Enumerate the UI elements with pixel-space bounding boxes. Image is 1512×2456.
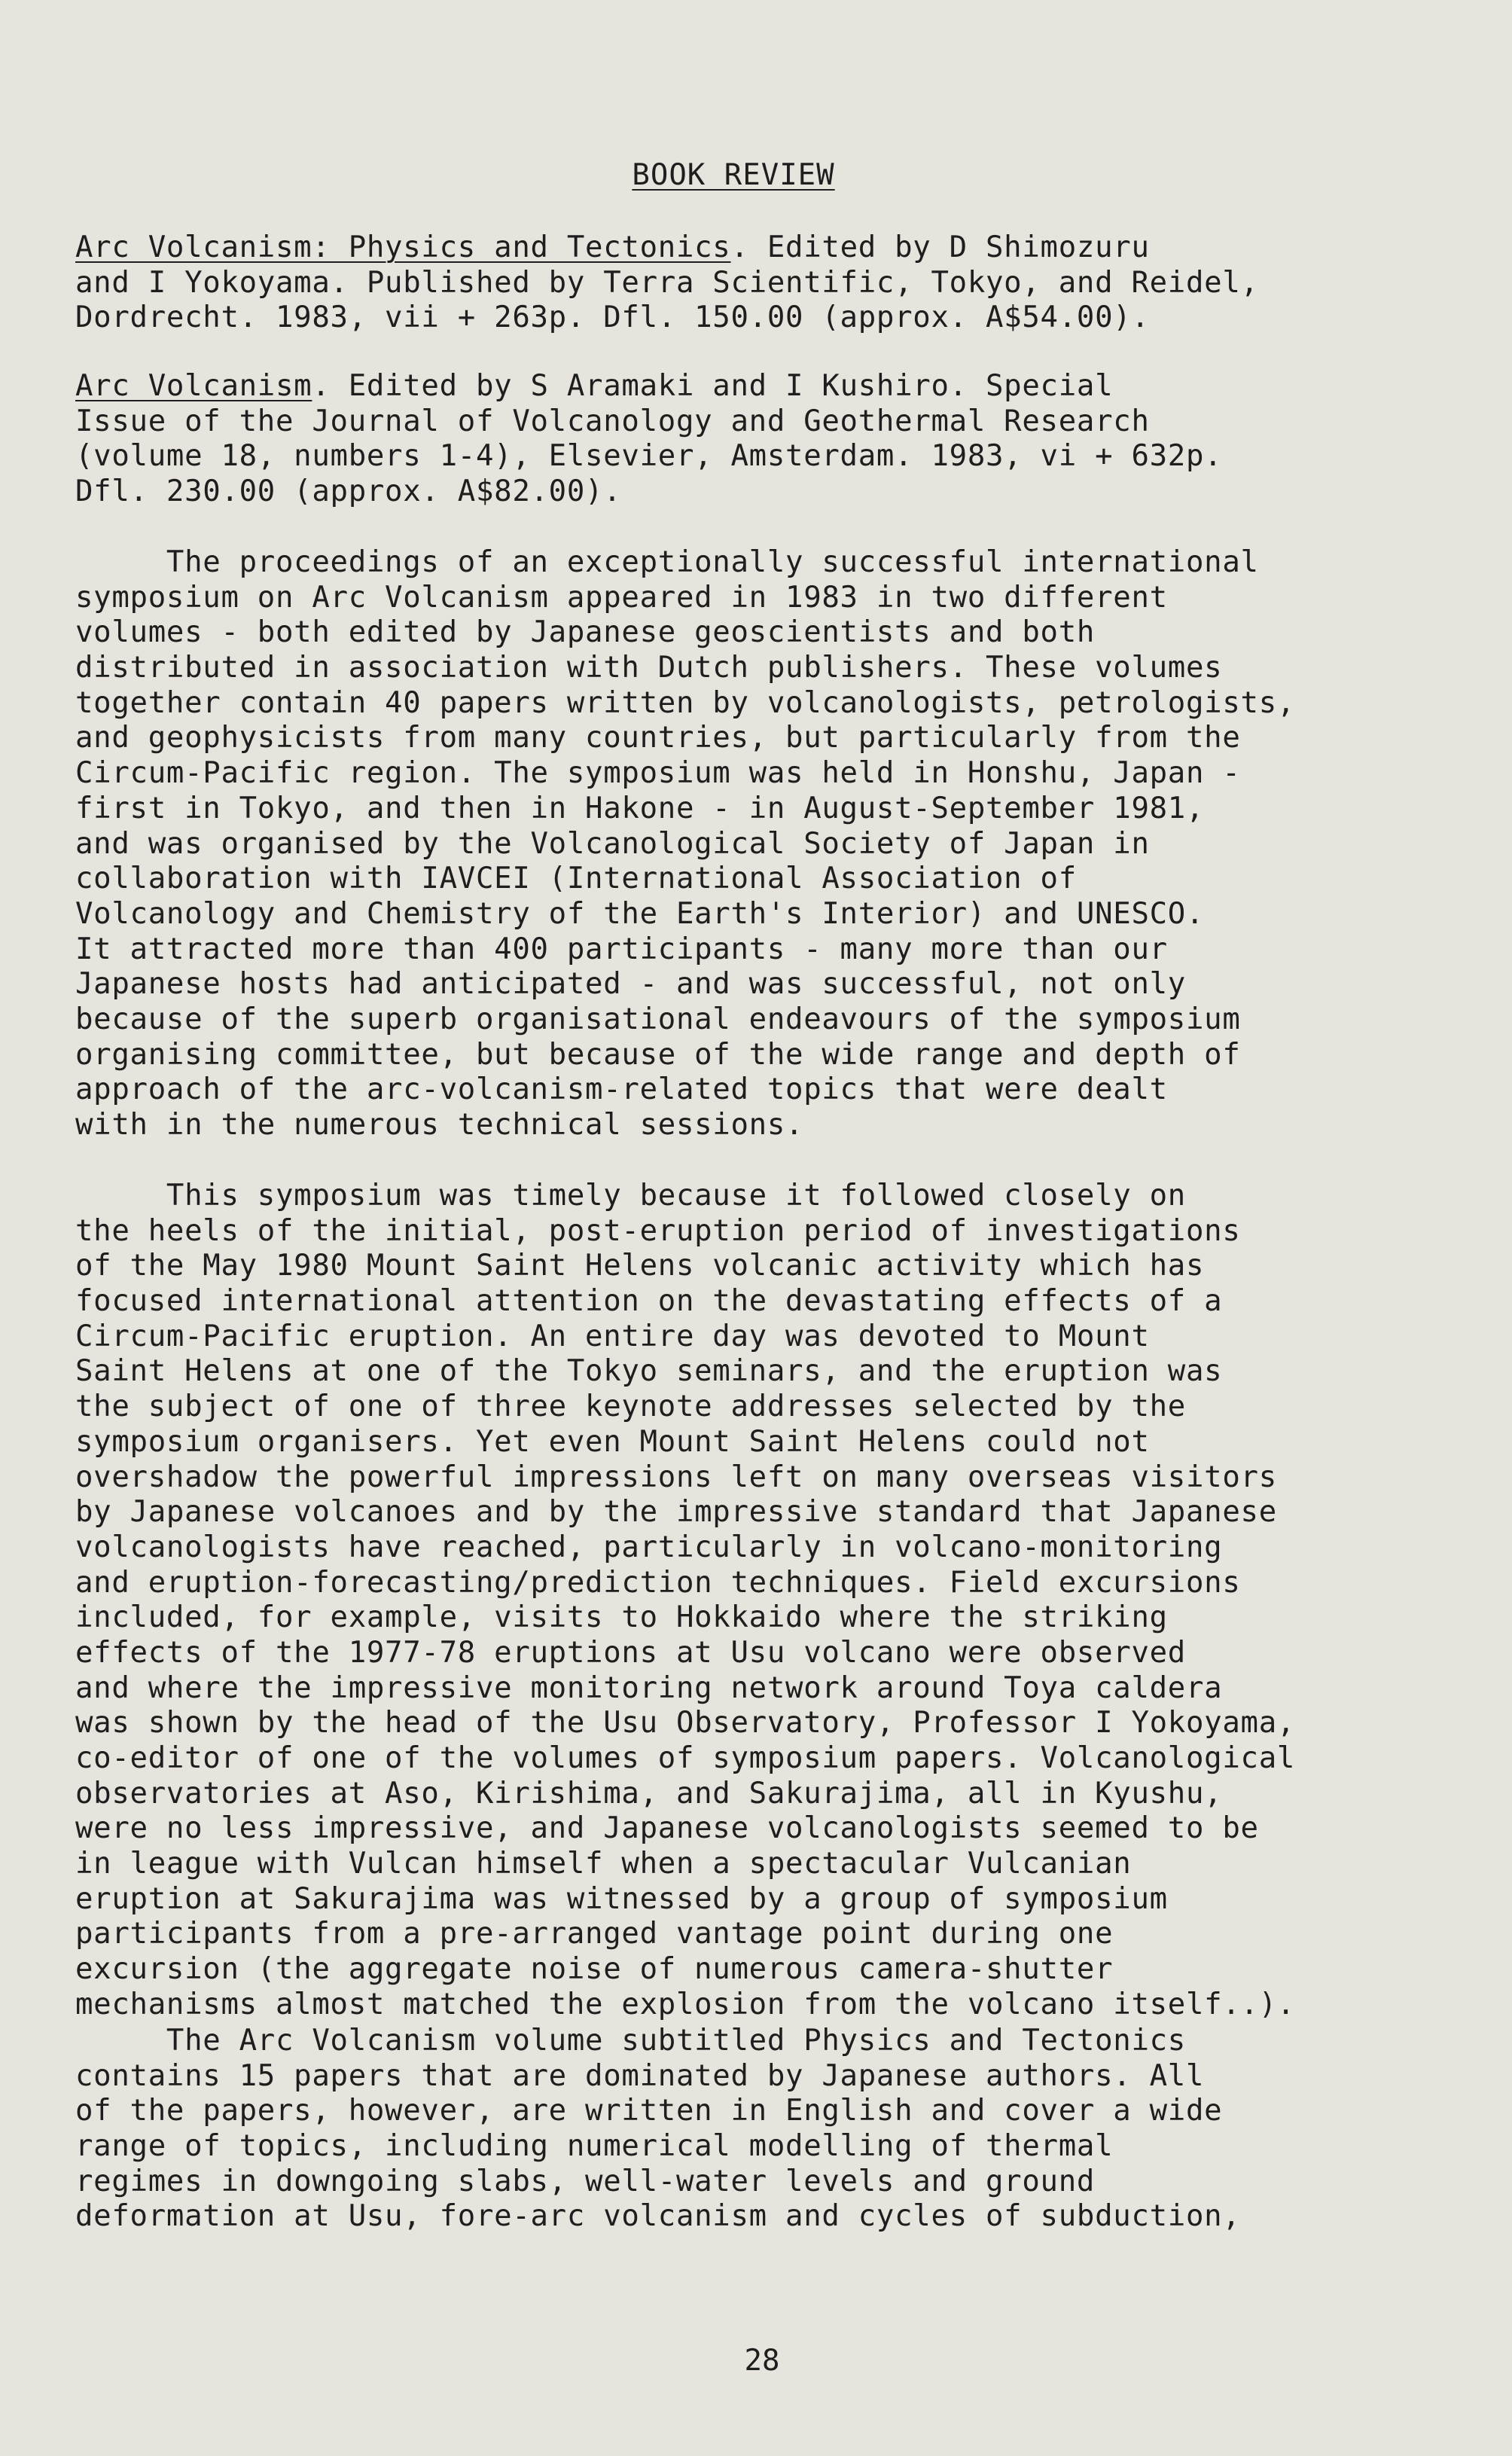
paragraph-line: participants from a pre-arranged vantage point during one [75,1917,1114,1951]
paragraph-line: and geophysicists from many countries, but particularly from the [75,721,1241,755]
paragraph-line: and eruption-forecasting/prediction techniques. Field excursions [75,1565,1241,1600]
paragraph-line: the heels of the initial, post-eruption period of investigations [75,1213,1241,1248]
citation-line [75,474,1498,510]
paragraph-line: distributed in association with Dutch publishers. These volumes [75,651,1223,685]
paragraph-line: mechanisms almost matched the explosion from the volcano itself..). [75,1987,1296,2021]
citation-text: and I Yokoyama. Published by Terra Scientific, Tokyo, and Reidel, [75,265,1259,300]
citation-2 [75,369,1498,510]
paragraph-line: deformation at Usu, fore-arc volcanism and cycles of subduction, [75,2199,1241,2234]
heading-text: BOOK REVIEW [632,158,835,192]
paragraph-line: The proceedings of an exceptionally successful international [75,545,1259,579]
citation-1 [75,230,1498,336]
citation-line [75,439,1498,474]
paragraph-line: with in the numerous technical sessions. [75,1108,804,1142]
paragraph-2 [75,1179,1498,2023]
paragraph-line: was shown by the head of the Usu Observatory, Professor I Yokoyama, [75,1706,1296,1741]
paragraph-line: the subject of one of three keynote addresses selected by the [75,1390,1186,1424]
paragraph-line: Circum-Pacific eruption. An entire day was devoted to Mount [75,1319,1150,1353]
paragraph-line: together contain 40 papers written by volcanologists, petrologists, [75,685,1296,720]
paragraph-line: by Japanese volcanoes and by the impressive standard that Japanese [75,1495,1277,1530]
paragraph-line: excursion (the aggregate noise of numerous camera-shutter [75,1952,1114,1987]
paragraph-line: Japanese hosts had anticipated - and was successful, not only [75,967,1186,1002]
paragraph-line: and where the impressive monitoring network around Toya caldera [75,1670,1223,1705]
citation-text: (volume 18, numbers 1-4), Elsevier, Amsterdam. 1983, vi + 632p. [75,439,1223,474]
citation-text: Issue of the Journal of Volcanology and Geothermal Research [75,404,1150,438]
citation-text: . Edited by S Aramaki and I Kushiro. Special [312,369,1114,403]
paragraph-line: symposium on Arc Volcanism appeared in 1983 in two different [75,580,1168,615]
paragraph-line: in league with Vulcan himself when a spectacular Vulcanian [75,1847,1132,1881]
citation-text: . Edited by D Shimozuru [730,230,1150,264]
paragraph-line: of the papers, however, are written in English and cover a wide [75,2094,1223,2128]
paragraph-line: eruption at Sakurajima was witnessed by a group of symposium [75,1881,1168,1916]
paragraph-3 [75,2024,1498,2235]
paragraph-line: collaboration with IAVCEI (International Association of [75,862,1077,896]
citation-line [75,230,1498,266]
citation-line [75,301,1498,336]
paragraph-line: organising committee, but because of the wide range and depth of [75,1037,1241,1072]
citation-title: Arc Volcanism: Physics and Tectonics [75,230,731,264]
citation-title: Arc Volcanism [75,369,312,403]
citation-line [75,404,1498,440]
page-heading [0,158,1512,194]
paragraph-line: approach of the arc-volcanism-related topics that were dealt [75,1072,1168,1107]
paragraph-line: Volcanology and Chemistry of the Earth's Interior) and UNESCO. [75,896,1205,931]
paragraph-line: Circum-Pacific region. The symposium was held in Honshu, Japan - [75,756,1241,791]
page-number: 28 [744,2344,780,2378]
paragraph-line: contains 15 papers that are dominated by Japanese authors. All [75,2058,1205,2093]
citation-line [75,369,1498,404]
paragraph-line: effects of the 1977-78 eruptions at Usu volcano were observed [75,1635,1186,1670]
paragraph-line: The Arc Volcanism volume subtitled Physics and Tectonics [75,2024,1186,2058]
paragraph-line: of the May 1980 Mount Saint Helens volcanic activity which has [75,1249,1205,1283]
citation-text: Dfl. 230.00 (approx. A$82.00). [75,474,622,509]
paragraph-line: co-editor of one of the volumes of symposium papers. Volcanological [75,1741,1296,1775]
paragraph-line: symposium organisers. Yet even Mount Saint Helens could not [75,1424,1150,1459]
paragraph-line: regimes in downgoing slabs, well-water levels and ground [75,2164,1096,2198]
paragraph-line: Saint Helens at one of the Tokyo seminars, and the eruption was [75,1354,1223,1389]
citation-text: Dordrecht. 1983, vii + 263p. Dfl. 150.00 (approx. A$54.00). [75,301,1150,335]
paragraph-line: were no less impressive, and Japanese volcanologists seemed to be [75,1811,1259,1846]
paragraph-line: volumes - both edited by Japanese geoscientists and both [75,615,1096,650]
paragraph-line: overshadow the powerful impressions left on many overseas visitors [75,1460,1277,1494]
paragraph-line: This symposium was timely because it followed closely on [75,1179,1186,1213]
paragraph-line: observatories at Aso, Kirishima, and Sakurajima, all in Kyushu, [75,1776,1223,1811]
paragraph-line: first in Tokyo, and then in Hakone - in August-September 1981, [75,791,1205,825]
paragraph-line: and was organised by the Volcanological Society of Japan in [75,826,1150,861]
paragraph-line: volcanologists have reached, particularly in volcano-monitoring [75,1530,1223,1564]
citation-line [75,266,1498,301]
paragraph-line: because of the superb organisational endeavours of the symposium [75,1002,1241,1036]
paragraph-line: range of topics, including numerical modelling of thermal [75,2129,1114,2164]
paragraph-line: It attracted more than 400 participants - many more than our [75,932,1168,966]
paragraph-line: focused international attention on the devastating effects of a [75,1284,1223,1319]
paragraph-1 [75,545,1498,1143]
paragraph-line: included, for example, visits to Hokkaido where the striking [75,1600,1168,1635]
